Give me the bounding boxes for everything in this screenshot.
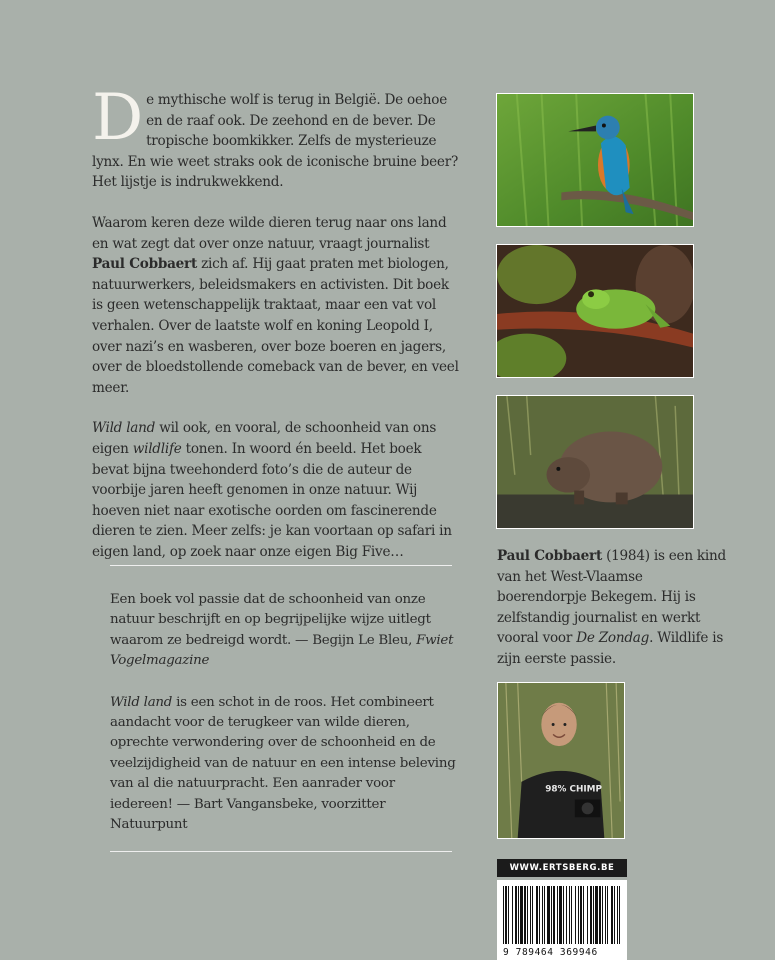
barcode-bar bbox=[553, 886, 555, 944]
quote-1-text: Een boek vol passie dat de schoonheid van onze natuur beschrijft en op begrijpelijke wijze uitlegt waarom ze bedreigd wordt. — Begijn Le Bleu, bbox=[110, 592, 431, 648]
barcode-bar bbox=[539, 886, 540, 944]
drop-cap: D bbox=[92, 81, 144, 155]
barcode-bar bbox=[583, 886, 584, 944]
barcode-bar bbox=[505, 886, 507, 944]
barcode-bar bbox=[571, 886, 572, 944]
barcode-bar bbox=[578, 886, 579, 944]
barcode-bar bbox=[559, 886, 562, 944]
barcode-bar bbox=[508, 886, 509, 944]
barcode-bar bbox=[563, 886, 564, 944]
barcode-bar bbox=[515, 886, 517, 944]
barcode-bar bbox=[547, 886, 550, 944]
barcode-bar bbox=[580, 886, 582, 944]
bio-text-start: (1984) is een kind van het West-Vlaamse boerendorpje Bekegem. Hij is zelfstandig journalist en werkt vooral voor bbox=[497, 548, 726, 647]
publisher-website-text: WWW.ERTSBERG.BE bbox=[509, 863, 615, 873]
barcode-bar bbox=[619, 886, 620, 944]
review-quote-2 bbox=[110, 693, 460, 836]
wildlife-text-end: tonen. In woord én beeld. Het boek bevat bijna tweehonderd foto’s die de auteur de voorbije jaren heeft genomen in onze natuur. Wij hoeven niet naar exotische oorden om fascinerende dieren te zien. Meer zelfs: je kan voortaan op safari in eigen land, op zoek naar onze eigen Big Five… bbox=[92, 440, 452, 560]
description-paragraph bbox=[92, 213, 462, 398]
bio-text-end: . Wildlife is zijn eerste passie. bbox=[497, 630, 724, 667]
bio-newspaper: De Zondag bbox=[576, 630, 650, 647]
barcode-bar bbox=[575, 886, 576, 944]
barcode-bar bbox=[614, 886, 615, 944]
barcode-bar bbox=[544, 886, 545, 944]
barcode-bar bbox=[551, 886, 552, 944]
isbn-number: 9 789464 369946 bbox=[503, 947, 598, 958]
divider-bottom bbox=[110, 851, 452, 852]
barcode-bar bbox=[587, 886, 588, 944]
barcode-bar bbox=[557, 886, 558, 944]
quote-1-source: Fwiet Vogelmagazine bbox=[110, 632, 454, 669]
description-text-end: zich af. Hij gaat praten met biologen, natuurwerkers, beleidsmakers en activisten. Dit boek is geen wetenschappelijk traktaat, maar een vat vol verhalen. Over de laatste wolf en koning Leopold I, over nazi’s en wasberen, over boze boeren en jagers, over de bloedstollende comeback van de bever, en veel meer. bbox=[92, 256, 459, 396]
barcode-bar bbox=[611, 886, 613, 944]
barcode-bar bbox=[518, 886, 519, 944]
barcode-bar bbox=[599, 886, 601, 944]
barcode-bar bbox=[512, 886, 513, 944]
tree-frog-photo bbox=[496, 244, 694, 378]
barcode-bar bbox=[595, 886, 598, 944]
barcode-bar bbox=[527, 886, 528, 944]
barcode-bar bbox=[520, 886, 523, 944]
barcode-bar bbox=[532, 886, 533, 944]
barcode-bar bbox=[617, 886, 618, 944]
wildlife-word: wildlife bbox=[132, 440, 182, 457]
bio-paragraph bbox=[497, 546, 729, 670]
barcode-bar bbox=[607, 886, 608, 944]
bio-author-name: Paul Cobbaert bbox=[497, 548, 602, 564]
barcode-bar bbox=[566, 886, 567, 944]
author-bio bbox=[497, 546, 729, 690]
barcode-bar bbox=[590, 886, 592, 944]
barcode-bar bbox=[536, 886, 538, 944]
kingfisher-photo bbox=[496, 93, 694, 227]
isbn-barcode bbox=[497, 880, 627, 960]
quote-2-text: is een schot in de roos. Het combineert aandacht voor de terugkeer van wilde dieren, oprechte verwondering over de schoonheid en de veelzijdigheid van de natuur en een intense beleving van al die natuurpracht. Een aanrader voor iedereen! — Bart Vangansbeke, voorzitter Natuurpunt bbox=[110, 694, 456, 833]
barcode-bar bbox=[593, 886, 594, 944]
barcode-bar bbox=[542, 886, 543, 944]
intro-text: e mythische wolf is terug in België. De oehoe en de raaf ook. De zeehond en de bever. De tropische boomkikker. Zelfs de mysterieuze lynx. En wie weet straks ook de iconische bruine beer? Het lijstje is indrukwekkend. bbox=[92, 92, 458, 191]
barcode-bars bbox=[497, 880, 627, 948]
review-quote-1 bbox=[110, 590, 460, 672]
shirt-print: 98% CHIMP bbox=[545, 784, 602, 795]
barcode-bar bbox=[569, 886, 570, 944]
publisher-website bbox=[497, 859, 627, 877]
barcode-bar bbox=[524, 886, 526, 944]
quotes-column bbox=[110, 590, 460, 856]
main-text-column bbox=[92, 81, 462, 582]
barcode-bar bbox=[605, 886, 606, 944]
author-photo bbox=[497, 682, 625, 839]
barcode-bar bbox=[602, 886, 603, 944]
barcode-bar bbox=[503, 886, 504, 944]
intro-paragraph bbox=[92, 81, 462, 193]
wildlife-paragraph bbox=[92, 418, 462, 562]
beaver-photo bbox=[496, 395, 694, 529]
author-name: Paul Cobbaert bbox=[92, 256, 197, 273]
description-text-start: Waarom keren deze wilde dieren terug naar ons land en wat zegt dat over onze natuur, vraagt journalist bbox=[92, 214, 447, 252]
barcode-bar bbox=[530, 886, 531, 944]
book-title: Wild land bbox=[92, 420, 156, 437]
wildlife-text-start: wil ook, en vooral, de schoonheid van ons eigen bbox=[92, 420, 437, 457]
quote-2-title: Wild land bbox=[110, 694, 173, 710]
divider-top bbox=[110, 565, 452, 566]
